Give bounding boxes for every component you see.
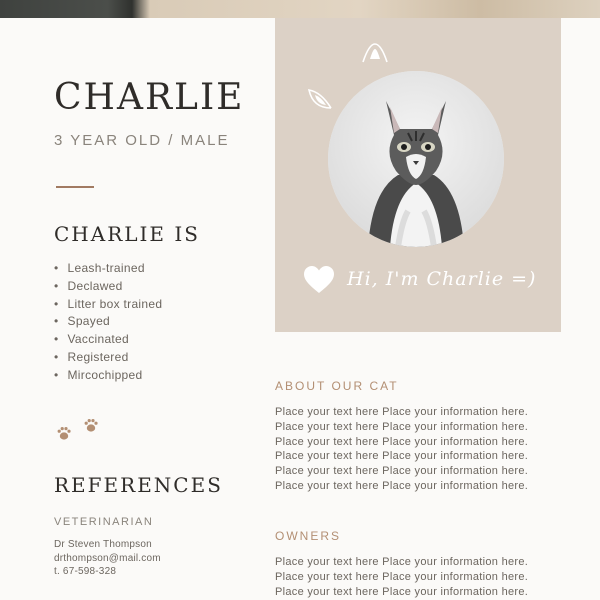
text-line: Place your text here Place your information here.	[275, 465, 529, 478]
list-item: • Spayed	[54, 313, 162, 331]
about-heading: ABOUT OUR CAT	[275, 379, 399, 393]
list-item: • Mircochipped	[54, 367, 162, 385]
vet-email: drthompson@mail.com	[54, 552, 161, 564]
references-heading: REFERENCES	[54, 473, 223, 497]
list-item: • Registered	[54, 349, 162, 367]
cat-ear-icon	[361, 42, 389, 64]
list-item: • Declawed	[54, 278, 162, 296]
veterinarian-label: VETERINARIAN	[54, 516, 154, 528]
vet-contact	[54, 538, 161, 579]
cat-photo	[328, 71, 504, 247]
text-line: Place your text here Place your information here.	[275, 585, 529, 598]
owners-heading: OWNERS	[275, 529, 341, 543]
owners-text	[275, 555, 575, 599]
cat-ear-icon	[307, 86, 333, 112]
text-line: Place your text here Place your information here.	[275, 450, 529, 463]
divider-rule	[56, 186, 94, 188]
top-photo-strip	[0, 0, 600, 18]
text-line: Place your text here Place your information here.	[275, 570, 529, 583]
pet-name: CHARLIE	[54, 77, 245, 118]
vet-phone: t. 67-598-328	[54, 566, 117, 577]
cat-illustration	[328, 71, 504, 247]
text-line: Place your text here Place your information here.	[275, 435, 529, 448]
list-item: • Litter box trained	[54, 296, 162, 314]
heart-icon	[303, 264, 335, 296]
about-text	[275, 405, 575, 494]
paw-icon	[56, 418, 106, 444]
text-line: Place your text here Place your information here.	[275, 479, 529, 492]
text-line: Place your text here Place your information here.	[275, 556, 529, 568]
traits-heading: CHARLIE IS	[54, 222, 200, 246]
vet-name: Dr Steven Thompson	[54, 539, 152, 550]
photo-card	[275, 18, 561, 332]
traits-list	[54, 260, 162, 385]
text-line: Place your text here Place your information here.	[275, 406, 529, 418]
list-item: • Leash-trained	[54, 260, 162, 278]
text-line: Place your text here Place your information here.	[275, 420, 529, 433]
pet-subtitle: 3 YEAR OLD / MALE	[54, 132, 230, 149]
greeting-text: Hi, I'm Charlie =)	[347, 268, 537, 290]
list-item: • Vaccinated	[54, 331, 162, 349]
